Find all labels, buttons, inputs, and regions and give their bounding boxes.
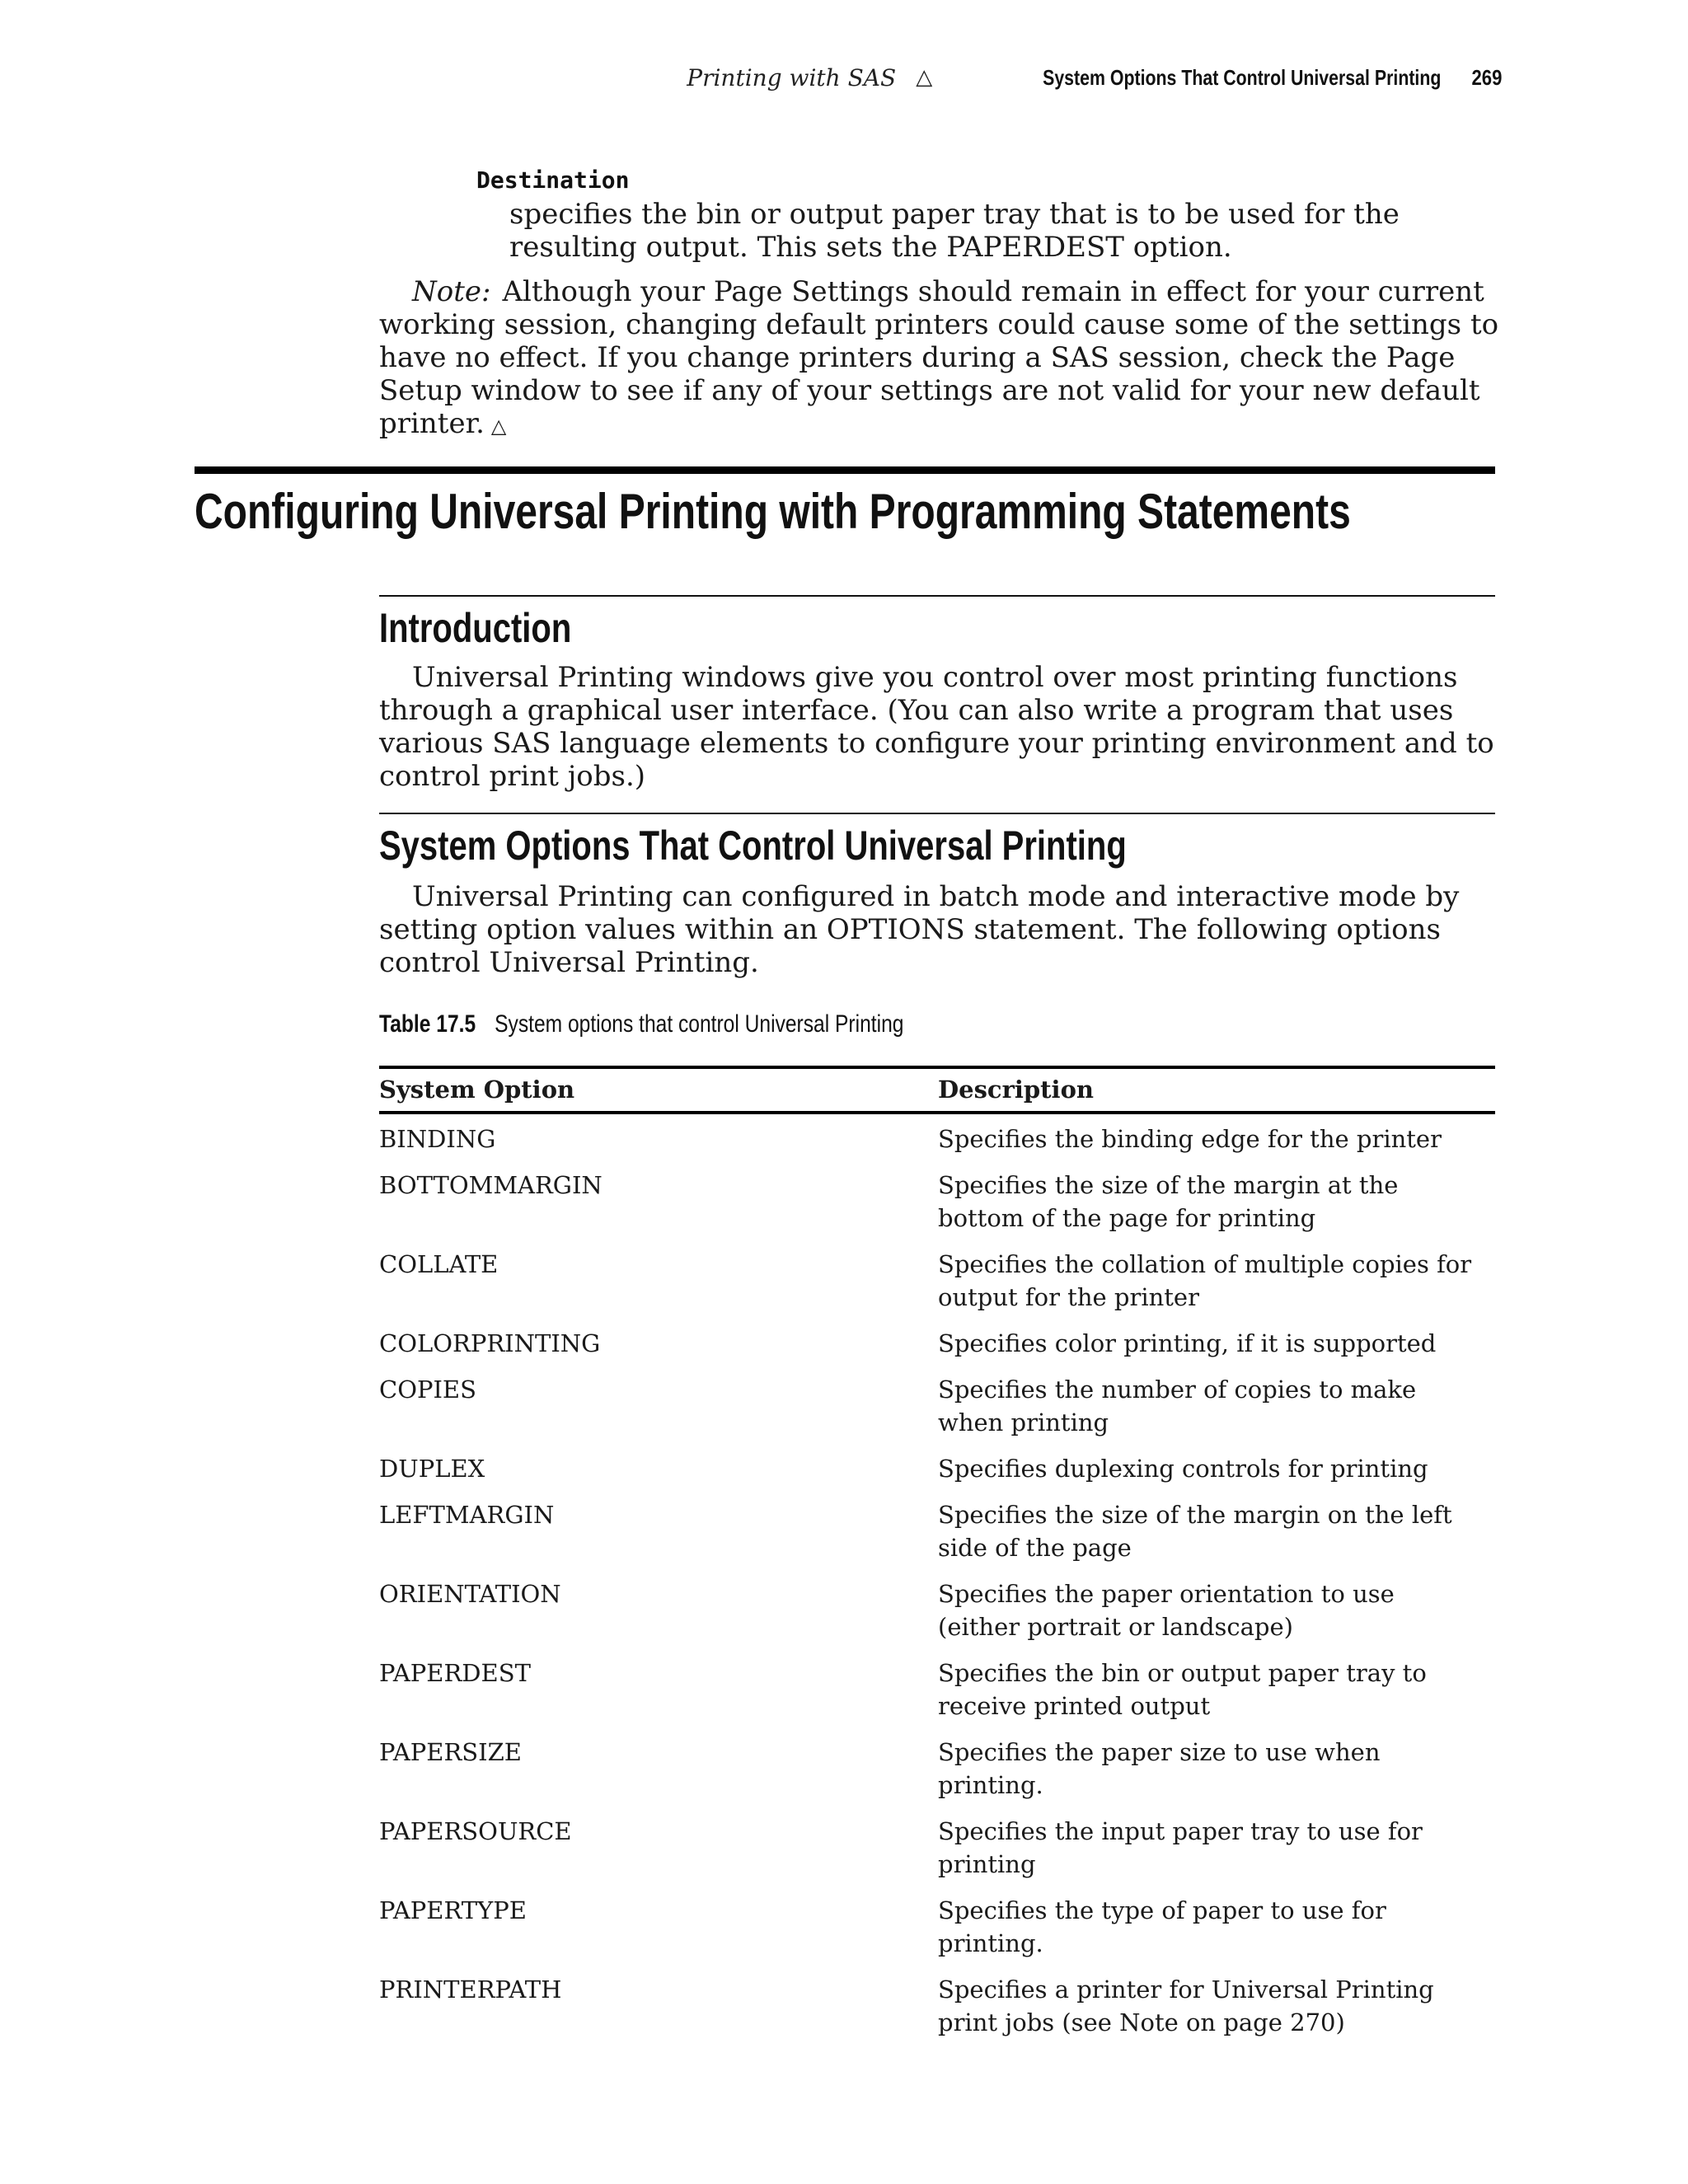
description-cell: Specifies the binding edge for the printer <box>938 1125 1442 1153</box>
option-cell: COPIES <box>379 1376 476 1404</box>
table-row <box>379 1894 1495 1973</box>
option-cell: DUPLEX <box>379 1455 485 1483</box>
page-number: 269 <box>1471 64 1502 90</box>
chapter-title: Configuring Universal Printing with Programming Statements <box>195 484 1351 539</box>
table-row <box>379 1577 1495 1657</box>
table-row <box>379 1498 1495 1577</box>
introduction-title: Introduction <box>379 605 572 651</box>
note-text: Although your Page Settings should remain in effect for your current working session, changing default printers could cause some of the settings to have no effect. If you change printers during a SAS session, check the Page Setup window to see if any of your settings are not valid for your new default printer. <box>379 275 1499 440</box>
system-options-paragraph: Universal Printing can configured in batch mode and interactive mode by setting option values within an OPTIONS statement. The following options control Universal Printing. <box>379 880 1460 979</box>
description-cell: Specifies the size of the margin on the left side of the page <box>938 1501 1452 1562</box>
option-cell: PRINTERPATH <box>379 1975 562 2004</box>
option-cell: BINDING <box>379 1125 496 1153</box>
system-options-title: System Options That Control Universal Printing <box>379 823 1127 869</box>
option-cell: ORIENTATION <box>379 1580 561 1608</box>
description-cell: Specifies the bin or output paper tray to receive printed output <box>938 1659 1427 1720</box>
description-cell: Specifies the size of the margin at the bottom of the page for printing <box>938 1171 1399 1232</box>
table-caption-text: System options that control Universal Printing <box>495 1010 904 1038</box>
table-caption-number: Table 17.5 <box>379 1010 476 1038</box>
option-cell: PAPERSOURCE <box>379 1817 572 1845</box>
header-triangle-icon: △ <box>916 65 933 90</box>
table-row <box>379 1248 1495 1327</box>
note-end-triangle-icon: △ <box>490 415 507 438</box>
introduction-paragraph: Universal Printing windows give you control over most printing functions through a graphical user interface. (You can also write a program that uses various SAS language elements to configure your printing environment and to control print jobs.) <box>379 661 1494 793</box>
note-paragraph <box>379 275 1500 443</box>
table-row <box>379 1973 1495 2052</box>
description-cell: Specifies the paper size to use when printing. <box>938 1738 1381 1799</box>
table-row <box>379 1815 1495 1894</box>
definition-term: Destination <box>476 166 630 194</box>
description-cell: Specifies a printer for Universal Printing print jobs (see Note on page 270) <box>938 1975 1434 2036</box>
chapter-rule <box>195 466 1495 474</box>
table-caption <box>379 1009 903 1040</box>
description-cell: Specifies the number of copies to make when printing <box>938 1376 1417 1436</box>
table-header-option: System Option <box>379 1076 575 1104</box>
table-row <box>379 1373 1495 1452</box>
table-row <box>379 1452 1495 1498</box>
table-row <box>379 1657 1495 1736</box>
definition-text: specifies the bin or output paper tray that is to be used for the resulting output. This sets the PAPERDEST option. <box>509 198 1400 264</box>
option-cell: COLORPRINTING <box>379 1329 601 1357</box>
option-cell: PAPERSIZE <box>379 1738 522 1766</box>
table-row <box>379 1122 1495 1169</box>
description-cell: Specifies duplexing controls for printing <box>938 1455 1428 1483</box>
introduction-rule <box>379 595 1495 597</box>
running-header <box>687 61 1502 94</box>
table-header-rule <box>379 1111 1495 1114</box>
table-body <box>379 1122 1495 2052</box>
note-label: Note: <box>412 275 491 308</box>
description-cell: Specifies the collation of multiple copies for output for the printer <box>938 1250 1472 1311</box>
header-book-title: Printing with SAS <box>687 63 897 91</box>
description-cell: Specifies the type of paper to use for printing. <box>938 1896 1386 1957</box>
table-row <box>379 1327 1495 1373</box>
description-cell: Specifies the input paper tray to use for printing <box>938 1817 1423 1878</box>
option-cell: LEFTMARGIN <box>379 1501 555 1529</box>
header-section-title: System Options That Control Universal Printing <box>1043 64 1442 90</box>
description-cell: Specifies the paper orientation to use (either portrait or landscape) <box>938 1580 1395 1641</box>
table-top-rule <box>379 1066 1495 1069</box>
option-cell: PAPERDEST <box>379 1659 531 1687</box>
table-row <box>379 1169 1495 1248</box>
description-cell: Specifies color printing, if it is supported <box>938 1329 1437 1357</box>
option-cell: PAPERTYPE <box>379 1896 527 1924</box>
table-header-description: Description <box>938 1076 1094 1104</box>
table-row <box>379 1736 1495 1815</box>
option-cell: COLLATE <box>379 1250 499 1278</box>
system-options-rule <box>379 813 1495 814</box>
option-cell: BOTTOMMARGIN <box>379 1171 603 1199</box>
